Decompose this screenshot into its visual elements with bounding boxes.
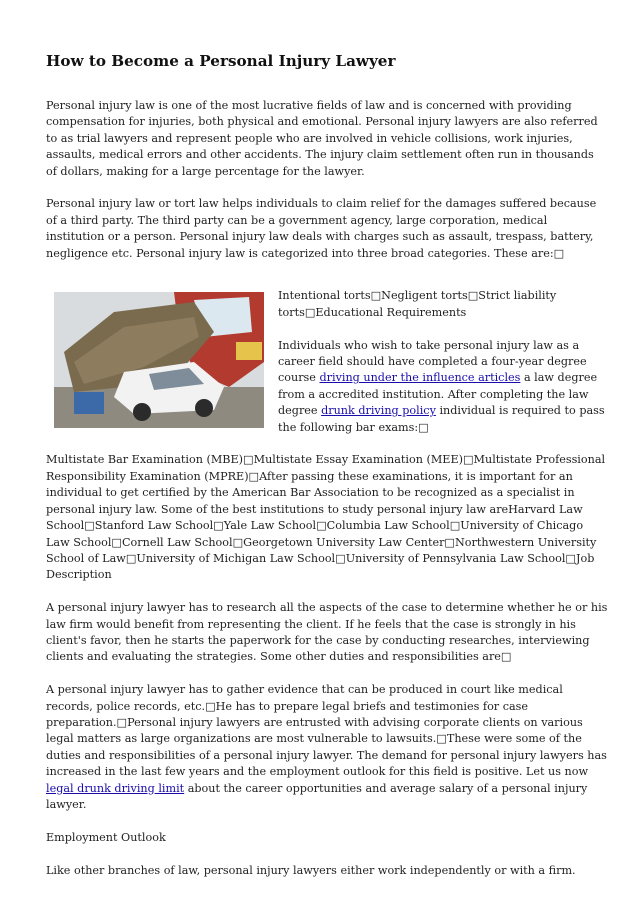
heading-employment-outlook: Employment Outlook — [46, 830, 166, 844]
paragraph-education: Individuals who wish to take personal injury law as a career field should have completed a four-year degree course driving under the influence articles a law degree from a accredited institution. After completing the law degree drunk driving policy individual is required to pass the following bar exams:□ — [278, 338, 605, 434]
paragraph-tort-categories: Intentional torts□Negligent torts□Strict liability torts□Educational Requirements — [278, 289, 557, 319]
paragraph-duties: A personal injury lawyer has to gather evidence that can be produced in court like medical records, police records, etc.□He has to prepare legal briefs and testimonies for case preparation.□Personal injury lawyers are entrusted with advising corporate clients on various legal matters as large organizations are most vulnerable to lawsuits.□These were some of the duties and responsibilities of a personal injury lawyer. The demand for personal injury lawyers has increased in the last few years and the employment outlook for this field is positive. Let us now legal drunk driving limit about the career opportunities and average salary of a personal injury lawyer. — [46, 683, 607, 811]
link-drunk-driving-limit[interactable]: legal drunk driving limit — [46, 781, 185, 795]
paragraph-employment: Like other branches of law, personal injury lawyers either work independently or with a firm. — [46, 863, 576, 877]
article-body — [46, 98, 608, 895]
link-dui-articles[interactable]: driving under the influence articles — [319, 371, 521, 385]
paragraph-bar-exams: Multistate Bar Examination (MBE)□Multistate Essay Examination (MEE)□Multistate Professional Responsibility Examination (MPRE)□After passing these examinations, it is important for an individual to get certified by the American Bar Association to be recognized as a specialist in personal injury law. Some of the best institutions to study personal injury law areHarvard Law School□Stanford Law School□Yale Law School□Columbia Law School□University of Chicago Law School□Cornell Law School□Georgetown University Law Center□Northwestern University School of Law□University of Michigan Law School□University of Pennsylvania Law School□Job Description — [46, 453, 606, 582]
truck-car-illustration — [54, 292, 264, 428]
link-drunk-driving-policy[interactable]: drunk driving policy — [321, 404, 436, 418]
paragraph-intro: Personal injury law is one of the most lucrative fields of law and is concerned with providing compensation for injuries, both physical and emotional. Personal injury lawyers are also referred to as trial lawyers and represent people who are involved in vehicle collisions, work injuries, assaults, medical errors and other accidents. The injury claim settlement often run in thousands of dollars, making for a large percentage for the lawyer. — [46, 99, 598, 178]
paragraph-job-description: A personal injury lawyer has to research all the aspects of the case to determine whether he or his law firm would benefit from representing the client. If he feels that the case is strongly in his client's favor, then he starts the paperwork for the case by conducting researches, interviewing clients and evaluating the strategies. Some other duties and responsibilities are□ — [46, 601, 608, 664]
paragraph-tort-law: Personal injury law or tort law helps individuals to claim relief for the damages suffered because of a third party. The third party can be a government agency, large corporation, medical institution or a person. Personal injury law deals with charges such as assault, trespass, battery, negligence etc. Personal injury law is categorized into three broad categories. These are:□ — [46, 197, 597, 260]
page-title: How to Become a Personal Injury Lawyer — [46, 52, 396, 70]
accident-photo — [54, 292, 264, 428]
